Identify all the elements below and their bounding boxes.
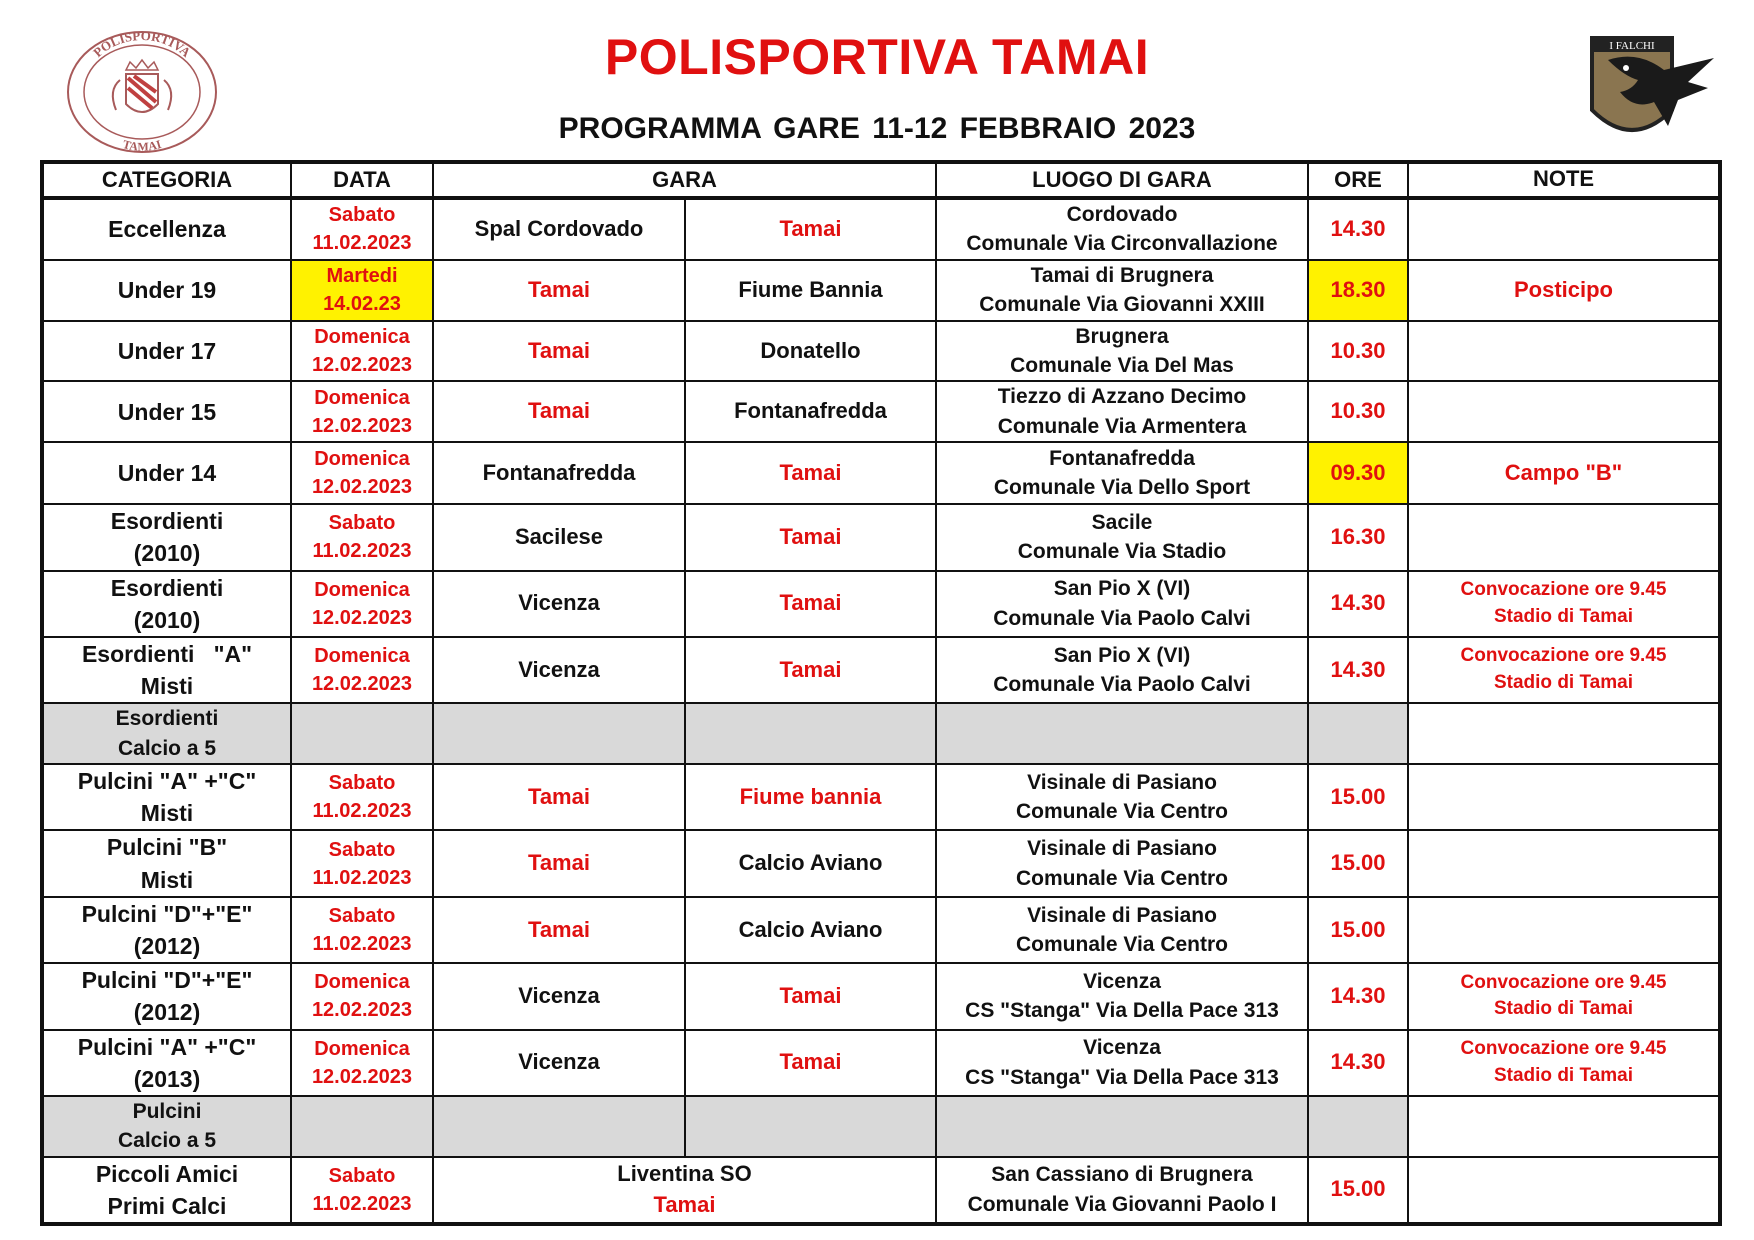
categoria-cell <box>42 637 291 703</box>
categoria-line: Under 15 <box>117 398 217 425</box>
away-team-cell <box>685 703 936 764</box>
location-address: Comunale Via Giovanni XXIII <box>979 293 1265 317</box>
date-text: 14.02.23 <box>323 293 401 316</box>
location-name: San Pio X (VI) <box>1053 643 1191 667</box>
ore-cell: 15.00 <box>1308 764 1408 830</box>
away-team-cell: Tamai <box>685 1030 936 1096</box>
note-cell: Posticipo <box>1408 260 1720 321</box>
luogo-cell <box>936 381 1308 442</box>
luogo-cell <box>936 637 1308 703</box>
categoria-cell <box>42 703 291 764</box>
location-address: Comunale Via Paolo Calvi <box>993 673 1251 697</box>
location-name: San Pio X (VI) <box>1053 577 1191 601</box>
luogo-cell <box>936 504 1308 570</box>
home-team-cell: Vicenza <box>433 637 685 703</box>
note-cell <box>1408 1096 1720 1157</box>
categoria-line: Esordienti <box>110 574 224 601</box>
luogo-cell <box>936 764 1308 830</box>
location-address: Comunale Via Dello Sport <box>993 476 1251 500</box>
logo-right-text: I FALCHI <box>1609 40 1655 52</box>
data-cell <box>291 703 433 764</box>
date-text: 11.02.2023 <box>312 1192 412 1215</box>
col-gara: GARA <box>433 162 936 198</box>
categoria-line: Pulcini "A" +"C" <box>77 1033 257 1060</box>
categoria-cell <box>42 198 291 260</box>
date-text: 11.02.2023 <box>312 540 412 563</box>
note-cell <box>1408 703 1720 764</box>
categoria-line: (2010) <box>133 606 201 633</box>
away-team-cell: Calcio Aviano <box>685 830 936 896</box>
categoria-cell <box>42 504 291 570</box>
categoria-line: Pulcini "D"+"E" <box>81 900 253 927</box>
home-team-cell: Vicenza <box>433 571 685 637</box>
note-cell <box>1408 764 1720 830</box>
categoria-line: Calcio a 5 <box>117 736 217 760</box>
categoria-line: Pulcini "D"+"E" <box>81 967 253 994</box>
day-text: Domenica <box>314 1037 410 1060</box>
ore-cell: 15.00 <box>1308 1157 1408 1224</box>
day-text: Sabato <box>328 204 396 227</box>
location-name: Cordovado <box>1066 203 1178 226</box>
luogo-cell <box>936 442 1308 504</box>
categoria-cell <box>42 1157 291 1224</box>
location-address: Comunale Via Centro <box>1016 800 1228 824</box>
away-team-cell: Fontanafredda <box>685 381 936 442</box>
location-address: Comunale Via Circonvallazione <box>966 232 1278 256</box>
table-row <box>42 260 1720 321</box>
categoria-cell <box>42 1030 291 1096</box>
data-cell <box>291 897 433 963</box>
home-team-cell: Sacilese <box>433 504 685 570</box>
data-cell <box>291 764 433 830</box>
categoria-line: (2013) <box>133 1065 201 1092</box>
location-name: Tamai di Brugnera <box>1030 263 1214 287</box>
location-name: Vicenza <box>1083 1036 1161 1060</box>
table-row <box>42 830 1720 896</box>
luogo-cell <box>936 1096 1308 1157</box>
logo-left-top-text: POLISPORTIVA <box>90 30 194 60</box>
away-team-cell: Fiume Bannia <box>685 260 936 321</box>
ore-cell: 14.30 <box>1308 198 1408 260</box>
data-cell <box>291 442 433 504</box>
note-cell <box>1408 637 1720 703</box>
categoria-cell <box>42 897 291 963</box>
luogo-cell <box>936 703 1308 764</box>
table-row <box>42 442 1720 504</box>
note-cell <box>1408 963 1720 1029</box>
categoria-cell <box>42 830 291 896</box>
ore-cell: 16.30 <box>1308 504 1408 570</box>
note-line: Stadio di Tamai <box>1493 1064 1633 1086</box>
categoria-cell <box>42 764 291 830</box>
ore-cell: 15.00 <box>1308 897 1408 963</box>
col-categoria: CATEGORIA <box>42 162 291 198</box>
note-line: Convocazione ore 9.45 <box>1460 971 1667 993</box>
location-address: Comunale Via Centro <box>1016 866 1228 890</box>
logo-left-bottom-text: TAMAI <box>121 137 163 154</box>
note-line: Convocazione ore 9.45 <box>1460 579 1667 601</box>
location-address: CS "Stanga" Via Della Pace 313 <box>965 1065 1279 1089</box>
categoria-line: (2010) <box>133 540 201 567</box>
away-team-cell: Tamai <box>685 504 936 570</box>
location-name: Visinale di Pasiano <box>1027 837 1217 861</box>
home-team-cell: Tamai <box>433 381 685 442</box>
location-address: Comunale Via Giovanni Paolo I <box>967 1192 1277 1216</box>
data-cell <box>291 637 433 703</box>
categoria-line: Misti <box>140 673 194 700</box>
home-team-cell: Tamai <box>433 764 685 830</box>
gara-line: Tamai <box>653 1191 716 1217</box>
polisportiva-tamai-logo <box>64 30 220 154</box>
note-cell <box>1408 198 1720 260</box>
page-subtitle: PROGRAMMA GARE 11-12 FEBBRAIO 2023 <box>558 112 1196 145</box>
home-team-cell <box>433 703 685 764</box>
location-name: Brugnera <box>1075 324 1169 348</box>
home-team-cell: Tamai <box>433 321 685 382</box>
categoria-line: (2012) <box>133 932 201 959</box>
categoria-line: Primi Calci <box>107 1192 227 1219</box>
categoria-line: Calcio a 5 <box>117 1129 217 1153</box>
location-name: San Cassiano di Brugnera <box>991 1163 1253 1187</box>
day-text: Domenica <box>314 971 410 994</box>
day-text: Sabato <box>328 904 396 927</box>
categoria-cell <box>42 260 291 321</box>
day-text: Sabato <box>328 1164 396 1187</box>
day-text: Sabato <box>328 772 396 795</box>
note-line: Stadio di Tamai <box>1493 998 1633 1020</box>
categoria-cell <box>42 381 291 442</box>
ore-cell <box>1308 1096 1408 1157</box>
date-text: 11.02.2023 <box>312 932 412 955</box>
home-team-cell: Vicenza <box>433 963 685 1029</box>
day-text: Martedi <box>326 265 398 288</box>
categoria-cell <box>42 571 291 637</box>
table-row <box>42 1096 1720 1157</box>
luogo-cell <box>936 321 1308 382</box>
away-team-cell <box>685 1096 936 1157</box>
date-text: 11.02.2023 <box>312 232 412 255</box>
table-row <box>42 703 1720 764</box>
location-name: Vicenza <box>1083 969 1161 993</box>
note-line: Stadio di Tamai <box>1493 605 1633 627</box>
home-team-cell: Tamai <box>433 830 685 896</box>
categoria-cell <box>42 321 291 382</box>
note-cell <box>1408 571 1720 637</box>
data-cell <box>291 1096 433 1157</box>
luogo-cell <box>936 198 1308 260</box>
date-text: 11.02.2023 <box>312 800 412 823</box>
day-text: Domenica <box>314 325 410 348</box>
day-text: Domenica <box>314 386 410 409</box>
day-text: Domenica <box>314 578 410 601</box>
ore-cell: 14.30 <box>1308 963 1408 1029</box>
location-address: CS "Stanga" Via Della Pace 313 <box>965 999 1279 1023</box>
date-text: 12.02.2023 <box>311 476 413 499</box>
home-team-cell: Fontanafredda <box>433 442 685 504</box>
day-text: Domenica <box>314 448 410 471</box>
table-row <box>42 897 1720 963</box>
location-name: Sacile <box>1091 510 1153 534</box>
col-luogo: LUOGO DI GARA <box>936 162 1308 198</box>
table-row <box>42 963 1720 1029</box>
col-note: NOTE <box>1408 162 1720 198</box>
ore-cell: 14.30 <box>1308 637 1408 703</box>
data-cell <box>291 571 433 637</box>
categoria-cell <box>42 442 291 504</box>
away-team-cell: Tamai <box>685 963 936 1029</box>
date-text: 11.02.2023 <box>312 866 412 889</box>
day-text: Sabato <box>328 838 396 861</box>
date-text: 12.02.2023 <box>311 673 413 696</box>
table-row <box>42 381 1720 442</box>
ore-cell: 14.30 <box>1308 1030 1408 1096</box>
location-address: Comunale Via Armentera <box>997 414 1247 438</box>
page-title: POLISPORTIVA TAMAI <box>604 29 1150 85</box>
luogo-cell <box>936 571 1308 637</box>
ore-cell: 14.30 <box>1308 571 1408 637</box>
away-team-cell: Tamai <box>685 198 936 260</box>
luogo-cell <box>936 1030 1308 1096</box>
table-row <box>42 1030 1720 1096</box>
data-cell <box>291 260 433 321</box>
note-cell <box>1408 897 1720 963</box>
categoria-cell <box>42 1096 291 1157</box>
data-cell <box>291 963 433 1029</box>
categoria-line: Piccoli Amici <box>95 1160 239 1187</box>
date-text: 12.02.2023 <box>311 353 413 376</box>
data-cell <box>291 1030 433 1096</box>
luogo-cell <box>936 897 1308 963</box>
day-text: Domenica <box>314 645 410 668</box>
home-team-cell <box>433 1096 685 1157</box>
header-row <box>42 162 1720 198</box>
data-cell <box>291 504 433 570</box>
location-name: Visinale di Pasiano <box>1027 770 1217 794</box>
table-row <box>42 504 1720 570</box>
i-falchi-logo <box>1568 30 1718 160</box>
date-text: 12.02.2023 <box>311 606 413 629</box>
away-team-cell: Tamai <box>685 442 936 504</box>
location-name: Visinale di Pasiano <box>1027 903 1217 927</box>
day-text: Sabato <box>328 512 396 535</box>
categoria-cell <box>42 963 291 1029</box>
note-cell <box>1408 830 1720 896</box>
home-team-cell: Spal Cordovado <box>433 198 685 260</box>
categoria-line: Under 19 <box>117 277 217 304</box>
data-cell <box>291 381 433 442</box>
schedule-table <box>40 160 1722 1226</box>
data-cell <box>291 830 433 896</box>
table-row <box>42 321 1720 382</box>
note-cell <box>1408 1030 1720 1096</box>
categoria-line: Eccellenza <box>108 216 226 243</box>
home-team-cell: Tamai <box>433 260 685 321</box>
note-cell <box>1408 504 1720 570</box>
note-cell: Campo "B" <box>1408 442 1720 504</box>
categoria-line: Under 14 <box>117 460 217 487</box>
categoria-line: (2012) <box>133 999 201 1026</box>
away-team-cell: Fiume bannia <box>685 764 936 830</box>
location-address: Comunale Via Stadio <box>1017 540 1227 564</box>
note-cell <box>1408 321 1720 382</box>
luogo-cell <box>936 1157 1308 1224</box>
data-cell <box>291 321 433 382</box>
note-line: Convocazione ore 9.45 <box>1460 645 1667 667</box>
away-team-cell: Donatello <box>685 321 936 382</box>
ore-cell: 09.30 <box>1308 442 1408 504</box>
gara-cell <box>433 1157 936 1224</box>
categoria-line: Pulcini <box>132 1099 202 1123</box>
ore-cell: 18.30 <box>1308 260 1408 321</box>
table-row <box>42 637 1720 703</box>
away-team-cell: Calcio Aviano <box>685 897 936 963</box>
location-name: Fontanafredda <box>1049 446 1195 470</box>
home-team-cell: Tamai <box>433 897 685 963</box>
categoria-line: Misti <box>140 800 194 827</box>
location-address: Comunale Via Paolo Calvi <box>993 606 1251 630</box>
categoria-line: Misti <box>140 866 194 893</box>
luogo-cell <box>936 963 1308 1029</box>
categoria-line: Esordienti <box>110 508 224 535</box>
ore-cell: 15.00 <box>1308 830 1408 896</box>
ore-cell: 10.30 <box>1308 381 1408 442</box>
luogo-cell <box>936 260 1308 321</box>
home-team-cell: Vicenza <box>433 1030 685 1096</box>
date-text: 12.02.2023 <box>311 999 413 1022</box>
note-cell <box>1408 1157 1720 1224</box>
categoria-line: Pulcini "A" +"C" <box>77 768 257 795</box>
note-cell <box>1408 381 1720 442</box>
date-text: 12.02.2023 <box>311 1065 413 1088</box>
ore-cell <box>1308 703 1408 764</box>
categoria-line: Under 17 <box>117 337 217 364</box>
note-line: Convocazione ore 9.45 <box>1460 1038 1667 1060</box>
location-address: Comunale Via Del Mas <box>1010 353 1234 377</box>
table-row <box>42 1157 1720 1224</box>
luogo-cell <box>936 830 1308 896</box>
data-cell <box>291 1157 433 1224</box>
gara-line: Liventina SO <box>617 1161 752 1187</box>
away-team-cell: Tamai <box>685 637 936 703</box>
data-cell <box>291 198 433 260</box>
note-line: Stadio di Tamai <box>1493 672 1633 694</box>
table-row <box>42 571 1720 637</box>
table-row <box>42 198 1720 260</box>
away-team-cell: Tamai <box>685 571 936 637</box>
date-text: 12.02.2023 <box>311 414 413 437</box>
categoria-line: Esordienti "A" <box>81 640 253 667</box>
table-row <box>42 764 1720 830</box>
location-name: Tiezzo di Azzano Decimo <box>997 385 1247 409</box>
categoria-line: Esordienti <box>115 707 219 731</box>
col-data: DATA <box>291 162 433 198</box>
ore-cell: 10.30 <box>1308 321 1408 382</box>
col-ore: ORE <box>1308 162 1408 198</box>
location-address: Comunale Via Centro <box>1016 932 1228 956</box>
categoria-line: Pulcini "B" <box>106 834 228 861</box>
